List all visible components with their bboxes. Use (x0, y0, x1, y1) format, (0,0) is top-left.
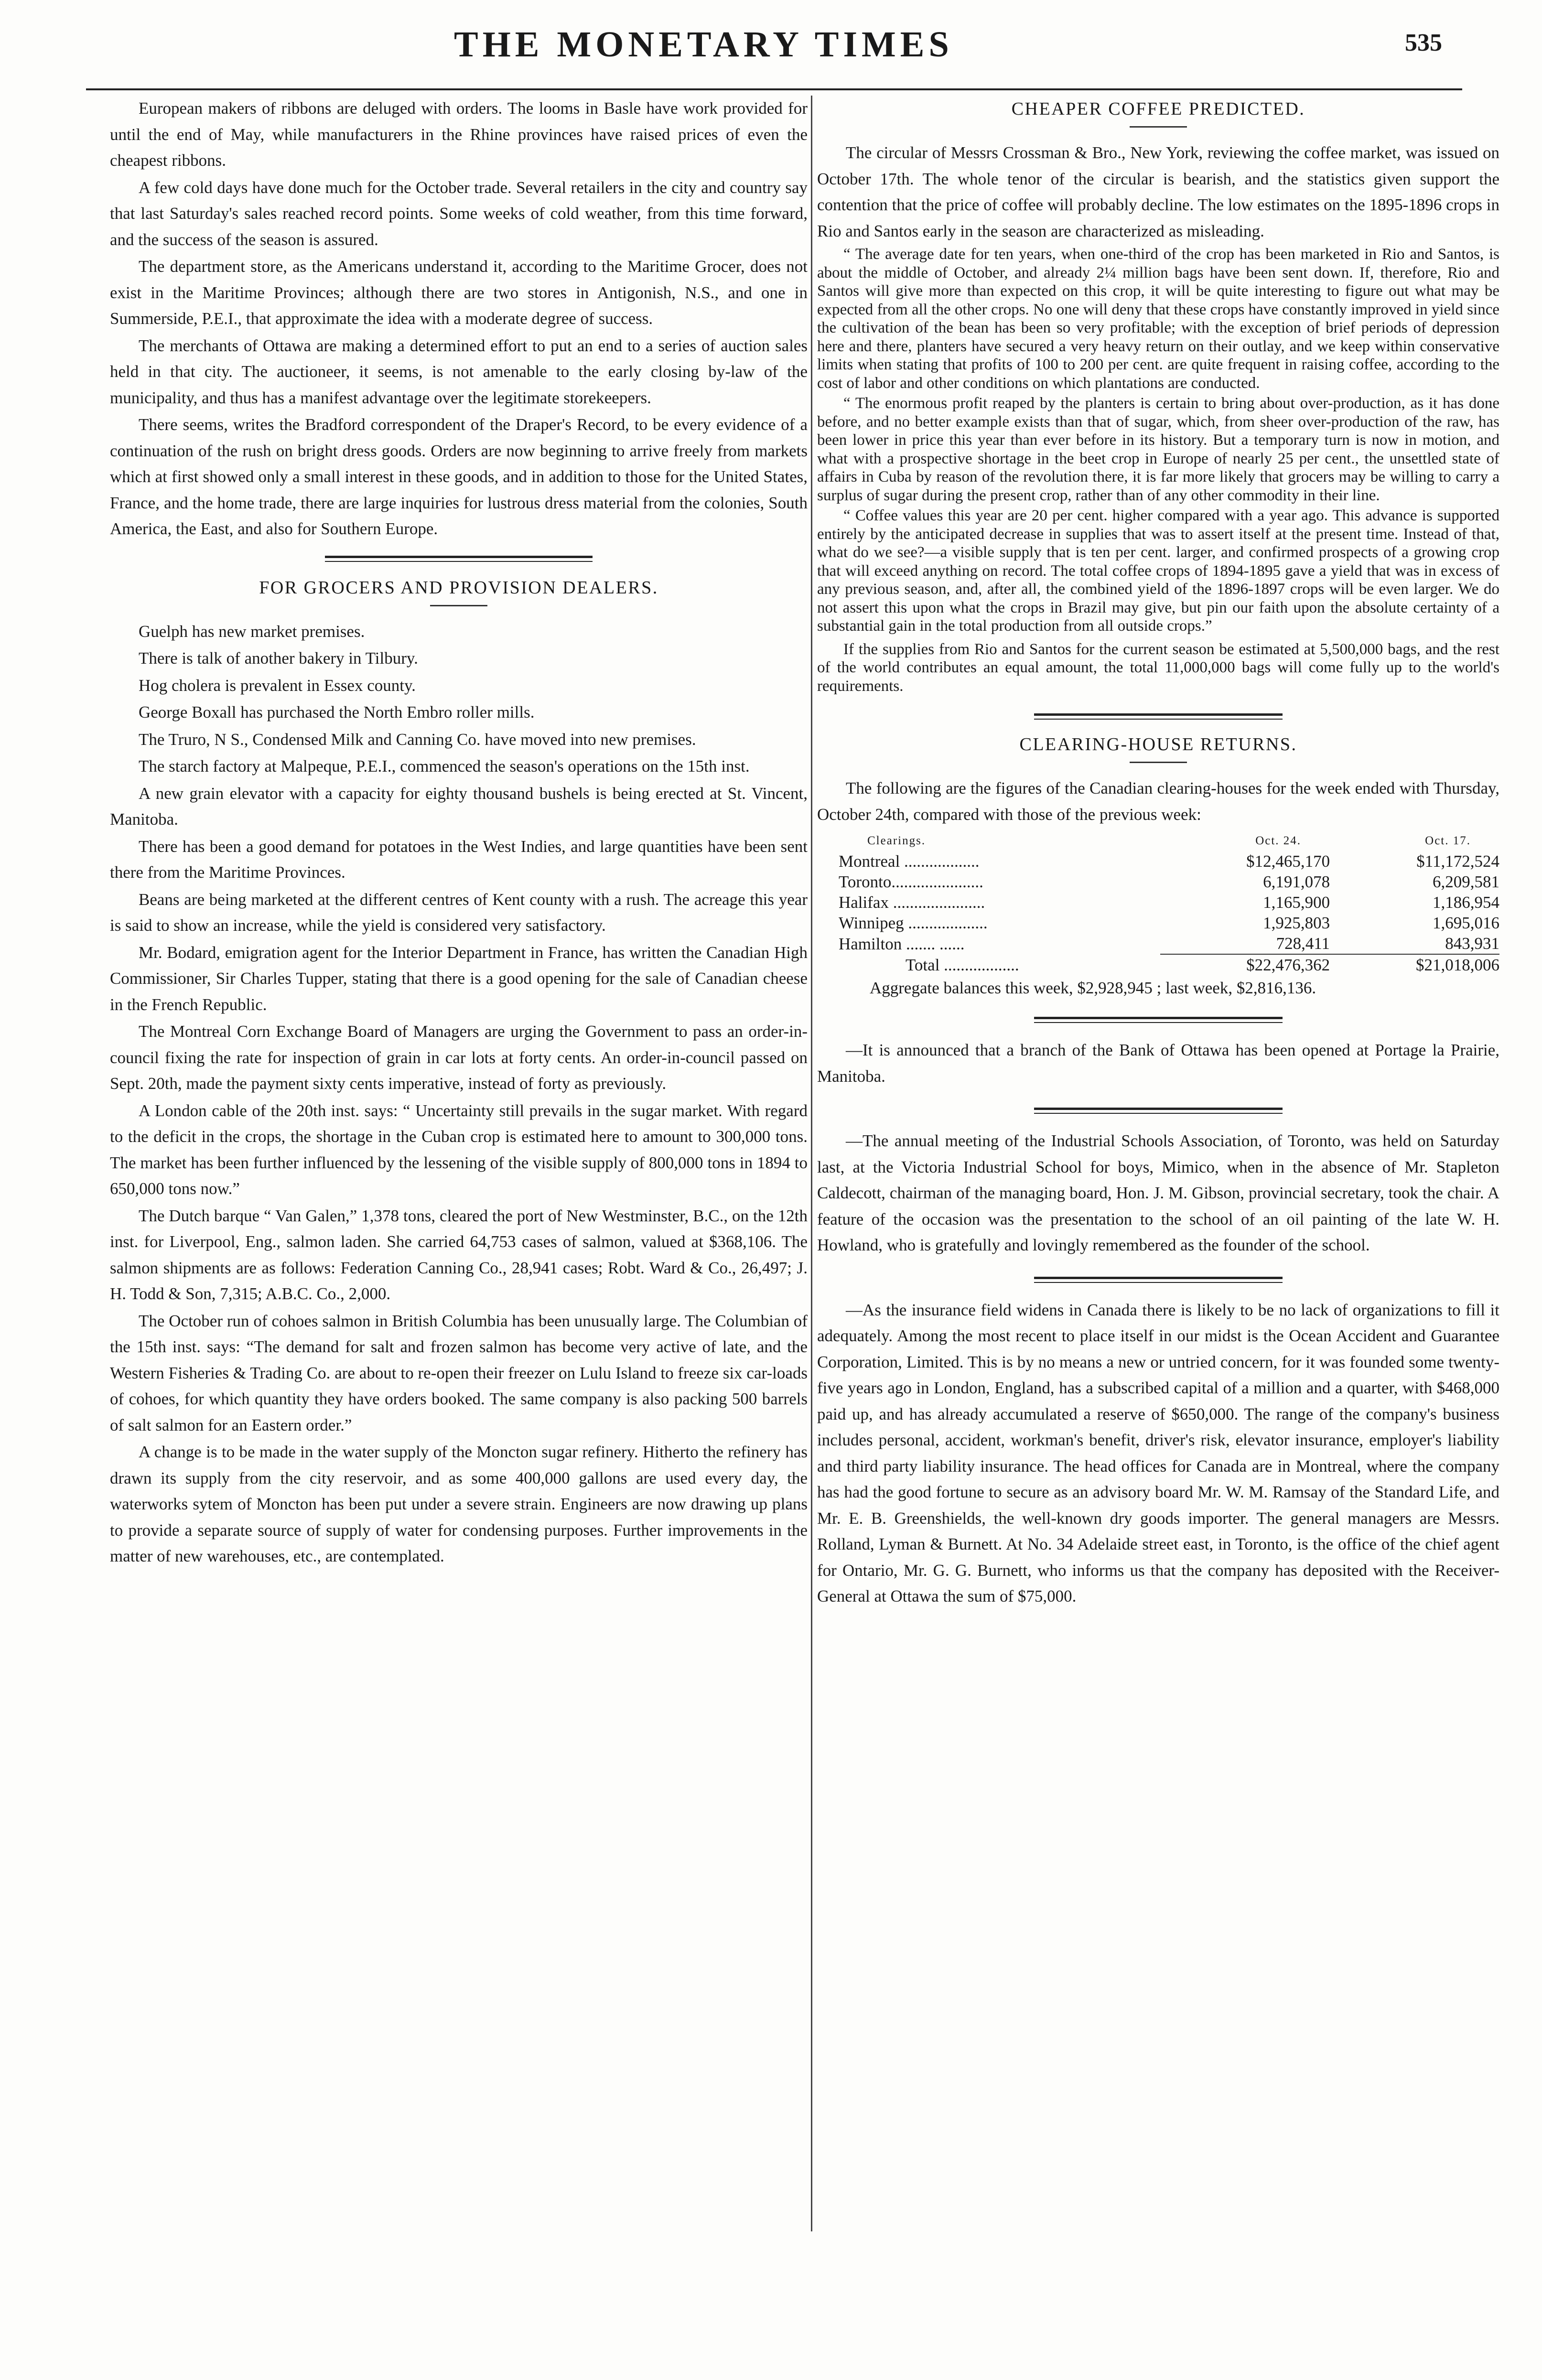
value-oct17: 843,931 (1445, 934, 1499, 953)
masthead-rule (86, 88, 1462, 90)
city-name: Toronto (839, 872, 892, 891)
grocers-item: George Boxall has purchased the North Embro roller mills. (139, 703, 535, 722)
page-number: 535 (1405, 29, 1442, 56)
grocers-item: A change is to be made in the water supply of the Moncton sugar refinery. Hitherto the refinery has drawn its supply from the city reservoir, and as some 400,000 gallons are used every day, the waterworks sytem of Moncton has been put under a severe strain. Engineers are now drawing up plans to provide a separate source of supply of water for condensing purposes. Further improvements in the matter of new warehouses, etc., are contemplated. (110, 1443, 808, 1565)
table-row (839, 872, 1499, 892)
column-divider (811, 96, 812, 2231)
dot-leader: ...................... (888, 893, 985, 912)
grocers-item: The Montreal Corn Exchange Board of Managers are urging the Government to pass an order-in-council fixing the rate for inspection of grain in car lots at forty cents. An order-in-council passed on Sept. 20th, made the payment sixty cents imperative, instead of forty as previously. (110, 1022, 808, 1093)
paragraph-ottawa-auctions: The merchants of Ottawa are making a determined effort to put an end to a series of auction sales held in that city. The auctioneer, it seems, is not amenable to the early closing by-law of the municipality, and thus has a manifest advantage over the legitimate storekeepers. (110, 336, 808, 407)
total-oct24: $22,476,362 (1160, 954, 1330, 975)
grocers-item: Beans are being marketed at the different centres of Kent county with a rush. The acreage this year is said to show an increase, while the yield is considered very satisfactory. (110, 890, 808, 935)
news-item-insurance: —As the insurance field widens in Canada there is likely to be no lack of organizations to fill it adequately. Among the most recent to place itself in our midst is the Ocean Accident and Guarantee Corporation, Limited. This is by no means a new or untried concern, for it was founded some twenty-five years ago in London, England, has a subscribed capital of a million and a quarter, with $468,000 paid up, and has already accumulated a reserve of $650,000. The range of the company's business includes personal, accident, workman's benefit, driver's risk, elevator insurance, employer's liability and third party liability insurance. The head offices for Canada are in Montreal, where the company has had the good fortune to secure as an advisory board Mr. W. M. Ramsay of the Standard Life, and Mr. E. B. Greenshields, the well-known dry goods importer. The general managers are Messrs. Rolland, Lyman & Burnett. At No. 34 Adelaide street east, in Toronto, is the office of the chief agent for Ontario, Mr. G. G. Burnett, who informs us that the company has deposited with the Receiver-General at Ottawa the sum of $75,000. (817, 1300, 1499, 1605)
dot-leader: ................... (904, 914, 988, 932)
table-header: Oct. 17. (1425, 834, 1471, 847)
paragraph-department-store: The department store, as the Americans understand it, according to the Maritime Grocer, does not exist in the Maritime Provinces; although there are two stores in Antigonish, N.S., and one in Summerside, P.E.I., that approximate the idea with a moderate degree of success. (110, 257, 808, 328)
coffee-quote: “ Coffee values this year are 20 per cent. higher compared with a year ago. This advance is supported entirely by the anticipated decrease in supplies that was to assert itself at the present time. Instead of that, what do we see?—a visible supply that is ten per cent. larger, and confirmed prospects of a growing crop that will exceed anything on record. The total coffee crops of 1894-1895 gave a yield that was in excess of any previous season, and, after all, the combined yield of the 1896-1897 crops will be even larger. We do not assert this upon what the crops in Brazil may give, but pin our faith upon the absolute certainty of a substantial gain in the total production from all outside crops.” (817, 507, 1499, 635)
dot-leader: .................. (939, 955, 1019, 974)
value-oct17: $11,172,524 (1416, 852, 1499, 871)
section-double-rule (1034, 1017, 1283, 1023)
masthead (0, 24, 1542, 67)
total-oct17: $21,018,006 (1330, 954, 1499, 975)
value-oct17: 6,209,581 (1433, 872, 1499, 891)
value-oct24: 728,411 (1276, 934, 1330, 953)
city-name: Winnipeg (839, 914, 904, 932)
news-item-schools: —The annual meeting of the Industrial Schools Association, of Toronto, was held on Saturday last, at the Victoria Industrial School for boys, Mimico, when in the absence of Mr. Stapleton Caldecott, chairman of the managing board, Hon. J. M. Gibson, provincial secretary, took the chair. A feature of the occasion was the presentation to the school of an oil painting of the late W. H. Howland, who is gratefully and lovingly remembered as the founder of the school. (817, 1131, 1499, 1254)
section-double-rule (1034, 1108, 1283, 1114)
paragraph-ribbons: European makers of ribbons are deluged with orders. The looms in Basle have work provided for until the end of May, while manufacturers in the Rhine provinces have raised prices of even the cheapest ribbons. (110, 99, 808, 170)
heading-underline (430, 605, 487, 606)
section-double-rule (1034, 1277, 1283, 1283)
section-double-rule (1034, 713, 1283, 720)
aggregate-balances: Aggregate balances this week, $2,928,945 ; last week, $2,816,136. (870, 979, 1316, 997)
coffee-quote: “ The enormous profit reaped by the planters is certain to bring about over-production, as it has done before, and no better example exists than that of sugar, which, from sheer over-production of the raw, has been lower in price this year than ever before in its history. But a temporary turn is now in motion, and what with a prospective shortage in the beet crop in Europe of nearly 25 per cent., the unsettled state of affairs in Cuba by reason of the revolution there, it is far more likely that grocers may be willing to carry a surplus of sugar during the present crop, rather than of any other commodity in their line. (817, 395, 1499, 504)
grocers-item: There is talk of another bakery in Tilbury. (139, 649, 418, 668)
city-name: Hamilton (839, 934, 902, 953)
grocers-item: Guelph has new market premises. (139, 622, 365, 641)
masthead-title: THE MONETARY TIMES (454, 24, 953, 65)
table-row (839, 913, 1499, 933)
value-oct24: $12,465,170 (1246, 852, 1330, 871)
total-label: Total (906, 955, 940, 974)
table-header: Oct. 24. (1255, 834, 1302, 847)
heading-underline (1130, 762, 1187, 763)
coffee-intro: The circular of Messrs Crossman & Bro., New York, reviewing the coffee market, was issued on October 17th. The whole tenor of the circular is bearish, and the statistics given support the contention that the price of coffee will probably decline. The low estimates on the 1895-1896 crops in Rio and Santos early in the season are characterized as misleading. (817, 143, 1499, 240)
table-total-row (839, 954, 1499, 975)
value-oct24: 6,191,078 (1263, 872, 1330, 891)
coffee-quote: “ The average date for ten years, when one-third of the crop has been marketed in Rio and Santos, is about the middle of October, and already 2¼ million bags have been sent down. If, therefore, Rio and Santos will give more than expected on this crop, it will be quite interesting to figure out what may be expected from all the other crops. No one will deny that these crops have constantly improved in yield since the cultivation of the bean has been so very profitable; with the exception of brief periods of depression here and there, planters have secured a very heavy return on their outlay, and we keep within conservative limits when stating that profits of 100 to 200 per cent. are quite frequent in raising coffee, according to the cost of labor and other conditions on which plantations are conducted. (817, 246, 1499, 392)
city-name: Halifax (839, 893, 889, 912)
clearing-table (839, 830, 1499, 975)
dot-leader: ...................... (891, 872, 983, 891)
city-name: Montreal (839, 852, 900, 871)
table-header-row (839, 830, 1499, 851)
grocers-item: A London cable of the 20th inst. says: “ Uncertainty still prevails in the sugar market. With regard to the deficit in the crops, the shortage in the Cuban crop is estimated here to amount to 300,000 tons. The market has been further influenced by the lessening of the visible supply of 800,000 tons in 1894 to 650,000 tons now.” (110, 1101, 808, 1198)
value-oct17: 1,186,954 (1433, 893, 1499, 912)
table-row (839, 892, 1499, 913)
grocers-item: The Truro, N S., Condensed Milk and Canning Co. have moved into new premises. (139, 730, 696, 749)
news-item-bank: —It is announced that a branch of the Bank of Ottawa has been opened at Portage la Prairie, Manitoba. (817, 1041, 1499, 1086)
grocers-item: Mr. Bodard, emigration agent for the Interior Department in France, has written the Canadian High Commissioner, Sir Charles Tupper, stating that there is a good opening for the sale of Canadian cheese in the French Republic. (110, 943, 808, 1014)
clearing-intro: The following are the figures of the Canadian clearing-houses for the week ended with Thursday, October 24th, compared with those of the previous week: (817, 779, 1499, 824)
grocers-item: The starch factory at Malpeque, P.E.I., commenced the season's operations on the 15th inst. (139, 757, 750, 775)
right-column (817, 96, 1499, 2294)
dot-leader: .................. (900, 852, 980, 871)
table-header: Clearings. (867, 834, 926, 847)
left-column (110, 96, 808, 2246)
heading-underline (1130, 126, 1187, 128)
value-oct24: 1,925,803 (1263, 914, 1330, 932)
section-double-rule (325, 556, 593, 562)
grocers-item: Hog cholera is prevalent in Essex county. (139, 676, 416, 695)
grocers-item: A new grain elevator with a capacity for eighty thousand bushels is being erected at St. Vincent, Manitoba. (110, 784, 808, 829)
grocers-item: There has been a good demand for potatoes in the West Indies, and large quantities have been sent there from the Maritime Provinces. (110, 837, 808, 882)
paragraph-cold-days: A few cold days have done much for the October trade. Several retailers in the city and country say that last Saturday's sales reached record points. Some weeks of cold weather, from this time forward, and the success of the season is assured. (110, 178, 808, 249)
value-oct17: 1,695,016 (1433, 914, 1499, 932)
grocers-heading: FOR GROCERS AND PROVISION DEALERS. (259, 577, 658, 598)
clearing-heading: CLEARING-HOUSE RETURNS. (1019, 734, 1297, 754)
grocers-item: The Dutch barque “ Van Galen,” 1,378 tons, cleared the port of New Westminster, B.C., on the 12th inst. for Liverpool, Eng., salmon laden. She carried 64,753 cases of salmon, valued at $368,106. The salmon shipments are as follows: Federation Canning Co., 28,941 cases; Robt. Ward & Co., 26,497; J. H. Todd & Son, 7,315; A.B.C. Co., 2,000. (110, 1206, 808, 1303)
dot-leader: ....... ...... (902, 934, 965, 953)
paragraph-dress-goods: There seems, writes the Bradford correspondent of the Draper's Record, to be every evidence of a continuation of the rush on bright dress goods. Orders are now beginning to arrive freely from markets which at first showed only a small interest in these goods, and in addition to those for the United States, France, and the home trade, there are large inquiries for lustrous dress material from the colonies, South America, the East, and also for Southern Europe. (110, 415, 808, 538)
coffee-heading: CHEAPER COFFEE PREDICTED. (1011, 99, 1305, 119)
value-oct24: 1,165,900 (1263, 893, 1330, 912)
table-row (839, 933, 1499, 954)
grocers-item: The October run of cohoes salmon in British Columbia has been unusually large. The Columbian of the 15th inst. says: “The demand for salt and frozen salmon has become very active of late, and the Western Fisheries & Trading Co. are about to re-open their freezer on Lulu Island to freeze six car-loads of cohoes, for which quantity they have orders booked. The same company is also packing 500 barrels of salt salmon for an Eastern order.” (110, 1311, 808, 1434)
coffee-closing: If the supplies from Rio and Santos for the current season be estimated at 5,500,000 bags, and the rest of the world contributes an equal amount, the total 11,000,000 bags will come fully up to the world's requirements. (817, 640, 1499, 695)
table-row (839, 851, 1499, 872)
